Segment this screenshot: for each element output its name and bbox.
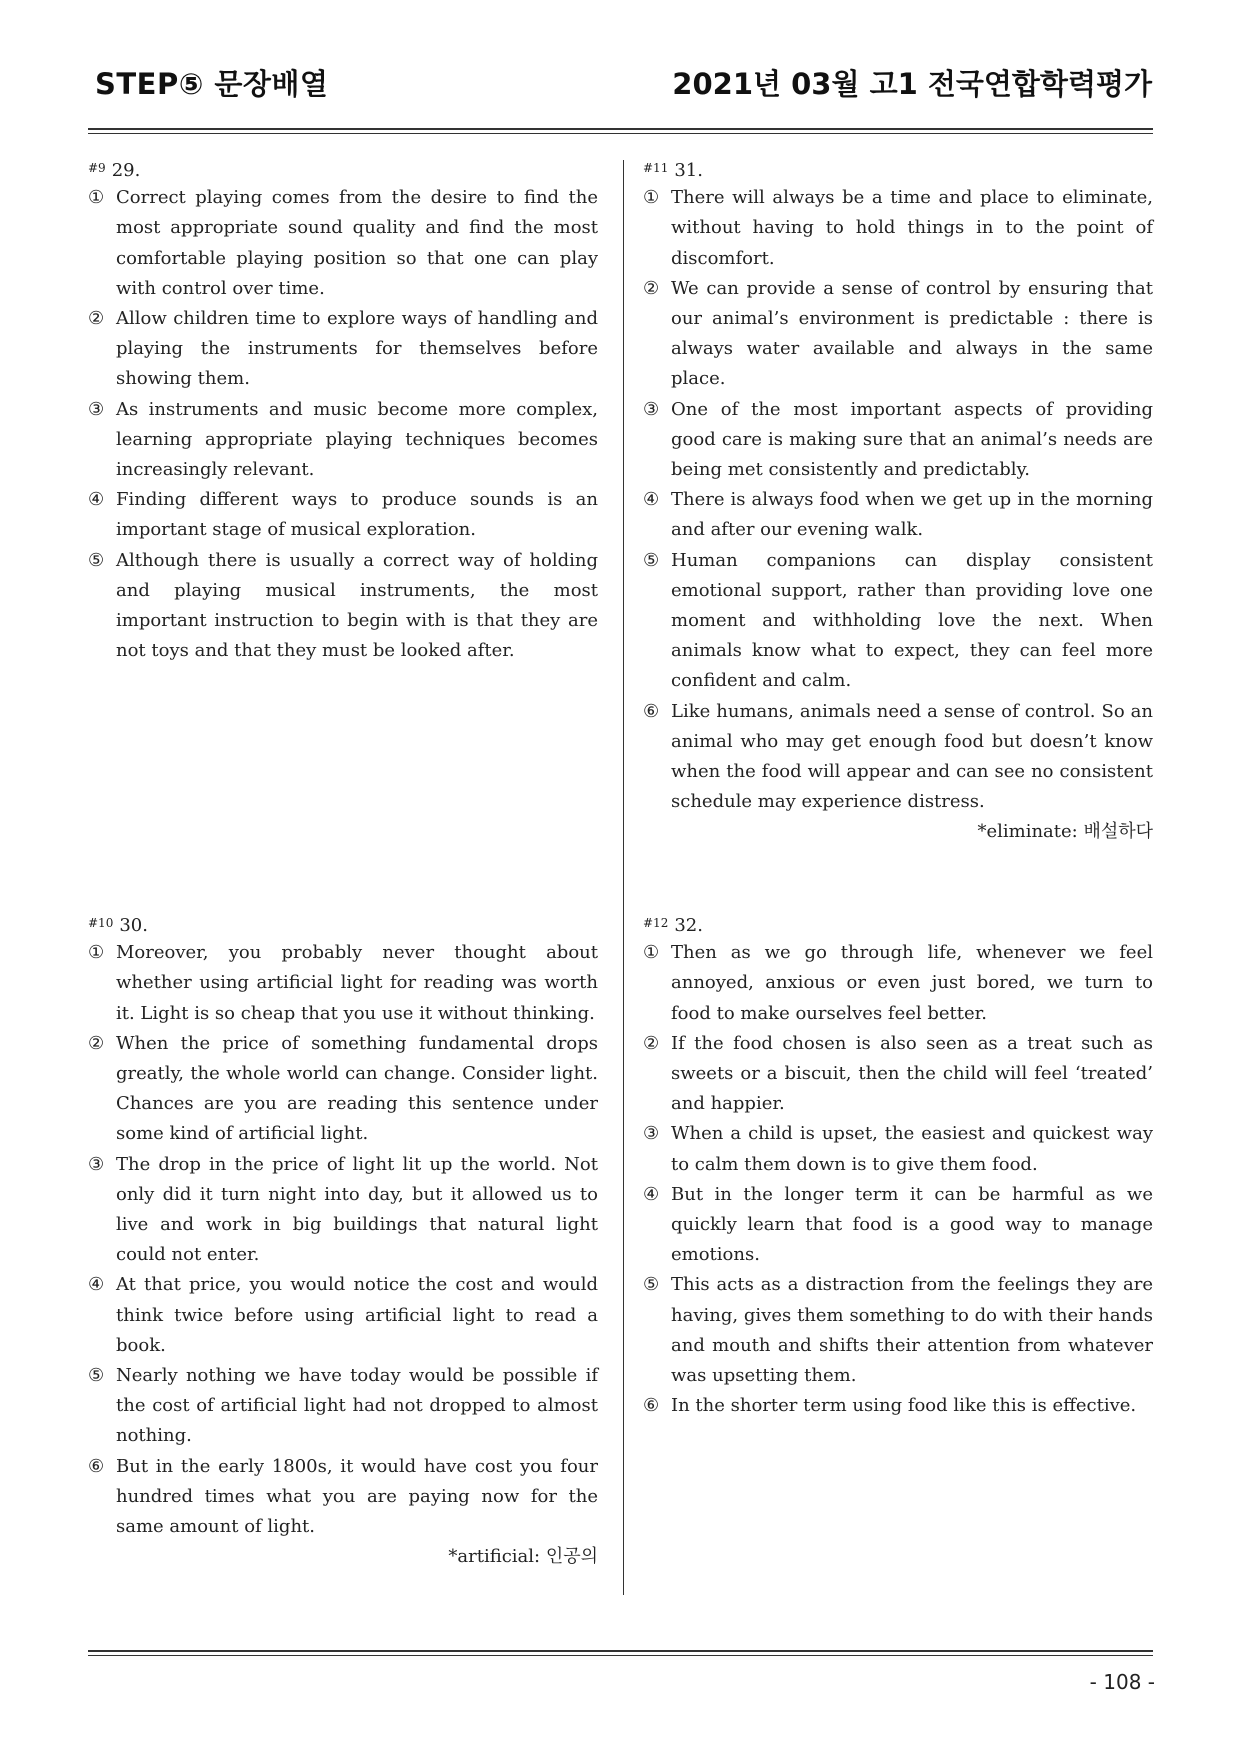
item-text: Nearly nothing we have today would be possible if the cost of artificial light had not dropped to almost nothing. bbox=[116, 1365, 598, 1447]
list-item bbox=[88, 1361, 598, 1452]
top-rule-thin bbox=[88, 133, 1153, 134]
list-item bbox=[643, 938, 1153, 1029]
question-header bbox=[643, 908, 1153, 938]
item-text: When the price of something fundamental drops greatly, the whole world can change. Consider light. Chances are you are reading this sentence under some kind of artificial light. bbox=[116, 1032, 598, 1145]
item-number: ④ bbox=[88, 489, 105, 511]
item-text: But in the early 1800s, it would have cost you four hundred times what you are paying now for the same amount of light. bbox=[116, 1455, 598, 1538]
list-item bbox=[643, 1180, 1153, 1271]
bottom-rule-thin bbox=[88, 1655, 1153, 1656]
list-item bbox=[643, 697, 1153, 818]
bottom-rule bbox=[88, 1650, 1153, 1652]
item-number: ⑥ bbox=[643, 700, 660, 722]
question-number: 31. bbox=[674, 160, 703, 181]
question-31 bbox=[643, 153, 1153, 848]
item-number: ⑤ bbox=[88, 549, 105, 571]
item-text: One of the most important aspects of providing good care is making sure that an animal’s needs are being met consistently and predictably. bbox=[671, 398, 1153, 481]
item-text: There is always food when we get up in the morning and after our evening walk. bbox=[671, 489, 1153, 541]
item-number: ① bbox=[643, 187, 660, 209]
item-text: At that price, you would notice the cost and would think twice before using artificial light to read a book. bbox=[116, 1274, 598, 1356]
question-header bbox=[88, 153, 598, 183]
item-number: ⑥ bbox=[88, 1455, 105, 1477]
item-text: This acts as a distraction from the feelings they are having, gives them something to do with their hands and mouth and shifts their attention from whatever was upsetting them. bbox=[671, 1274, 1153, 1387]
list-item bbox=[643, 1391, 1153, 1421]
item-number: ① bbox=[643, 942, 660, 964]
question-tag: #12 bbox=[643, 916, 669, 930]
item-number: ④ bbox=[643, 1183, 660, 1205]
list-item bbox=[88, 1029, 598, 1150]
list-item bbox=[88, 1452, 598, 1543]
question-number: 30. bbox=[119, 915, 148, 936]
question-tag: #10 bbox=[88, 916, 114, 930]
question-32 bbox=[643, 908, 1153, 1421]
item-text: Although there is usually a correct way of holding and playing musical instruments, the most important instruction to begin with is that they are not toys and that they must be looked after. bbox=[116, 549, 598, 662]
item-text: When a child is upset, the easiest and quickest way to calm them down is to give them food. bbox=[671, 1123, 1153, 1175]
item-text: We can provide a sense of control by ensuring that our animal’s environment is predictable : there is always water available and always in the same place. bbox=[671, 277, 1153, 390]
question-number: 32. bbox=[674, 915, 703, 936]
item-number: ⑤ bbox=[643, 1274, 660, 1296]
item-text: Allow children time to explore ways of handling and playing the instruments for themselves before showing them. bbox=[116, 308, 598, 390]
item-number: ⑤ bbox=[643, 549, 660, 571]
item-number: ② bbox=[643, 1032, 660, 1054]
list-item bbox=[643, 274, 1153, 395]
item-number: ③ bbox=[643, 1123, 660, 1145]
list-item bbox=[88, 304, 598, 395]
list-item bbox=[88, 485, 598, 545]
item-number: ④ bbox=[88, 1274, 105, 1296]
list-item bbox=[643, 1119, 1153, 1179]
item-text: As instruments and music become more complex, learning appropriate playing techniques becomes increasingly relevant. bbox=[116, 398, 598, 481]
list-item bbox=[88, 1150, 598, 1271]
list-item bbox=[643, 395, 1153, 486]
item-number: ③ bbox=[88, 1153, 105, 1175]
top-rule bbox=[88, 128, 1153, 130]
question-number: 29. bbox=[111, 160, 141, 181]
item-text: The drop in the price of light lit up the world. Not only did it turn night into day, but it allowed us to live and work in big buildings that natural light could not enter. bbox=[116, 1153, 598, 1266]
item-number: ② bbox=[88, 1032, 105, 1054]
question-29 bbox=[88, 153, 598, 666]
item-number: ① bbox=[88, 942, 105, 964]
item-text: Then as we go through life, whenever we feel annoyed, anxious or even just bored, we turn to food to make ourselves feel better. bbox=[671, 942, 1153, 1024]
column-divider bbox=[623, 160, 624, 1595]
header-title-left: STEP⑤ 문장배열 bbox=[95, 67, 329, 101]
footnote: *artificial: 인공의 bbox=[448, 1546, 598, 1568]
list-item bbox=[88, 1270, 598, 1361]
item-text: Finding different ways to produce sounds is an important stage of musical exploration. bbox=[116, 489, 598, 541]
list-item bbox=[88, 546, 598, 667]
item-number: ② bbox=[88, 308, 105, 329]
item-text: Like humans, animals need a sense of control. So an animal who may get enough food but doesn’t know when the food will appear and can see no consistent schedule may experience distress. bbox=[671, 700, 1153, 813]
item-number: ⑤ bbox=[88, 1365, 105, 1387]
item-number: ⑥ bbox=[643, 1395, 660, 1417]
page-number: - 108 - bbox=[1089, 1670, 1155, 1694]
list-item bbox=[643, 1270, 1153, 1391]
list-item bbox=[643, 546, 1153, 697]
question-30 bbox=[88, 908, 598, 1572]
item-text: In the shorter term using food like this is effective. bbox=[671, 1395, 1137, 1417]
item-number: ③ bbox=[643, 398, 660, 420]
item-number: ④ bbox=[643, 489, 660, 511]
item-text: Moreover, you probably never thought about whether using artificial light for reading was worth it. Light is so cheap that you use it without thinking. bbox=[116, 942, 598, 1024]
list-item bbox=[88, 183, 598, 304]
item-text: Human companions can display consistent emotional support, rather than providing love one moment and withholding love the next. When animals know what to expect, they can feel more confident and calm. bbox=[671, 549, 1153, 692]
list-item bbox=[643, 183, 1153, 274]
header-title-right: 2021년 03월 고1 전국연합학력평가 bbox=[672, 67, 1152, 101]
list-item bbox=[88, 938, 598, 1029]
item-text: If the food chosen is also seen as a treat such as sweets or a biscuit, then the child will feel ‘treated’ and happier. bbox=[671, 1032, 1153, 1115]
item-text: Correct playing comes from the desire to find the most appropriate sound quality and find the most comfortable playing position so that one can play with control over time. bbox=[116, 187, 598, 299]
item-text: But in the longer term it can be harmful as we quickly learn that food is a good way to manage emotions. bbox=[671, 1183, 1153, 1266]
question-header bbox=[88, 908, 598, 938]
item-text: There will always be a time and place to eliminate, without having to hold things in to the point of discomfort. bbox=[671, 187, 1153, 269]
item-number: ③ bbox=[88, 398, 105, 420]
question-tag: #9 bbox=[88, 161, 106, 175]
item-number: ① bbox=[88, 187, 105, 209]
question-header bbox=[643, 153, 1153, 183]
item-number: ② bbox=[643, 277, 660, 299]
list-item bbox=[88, 395, 598, 486]
footnote: *eliminate: 배설하다 bbox=[977, 821, 1153, 843]
list-item bbox=[643, 1029, 1153, 1120]
question-tag: #11 bbox=[643, 161, 669, 175]
list-item bbox=[643, 485, 1153, 545]
